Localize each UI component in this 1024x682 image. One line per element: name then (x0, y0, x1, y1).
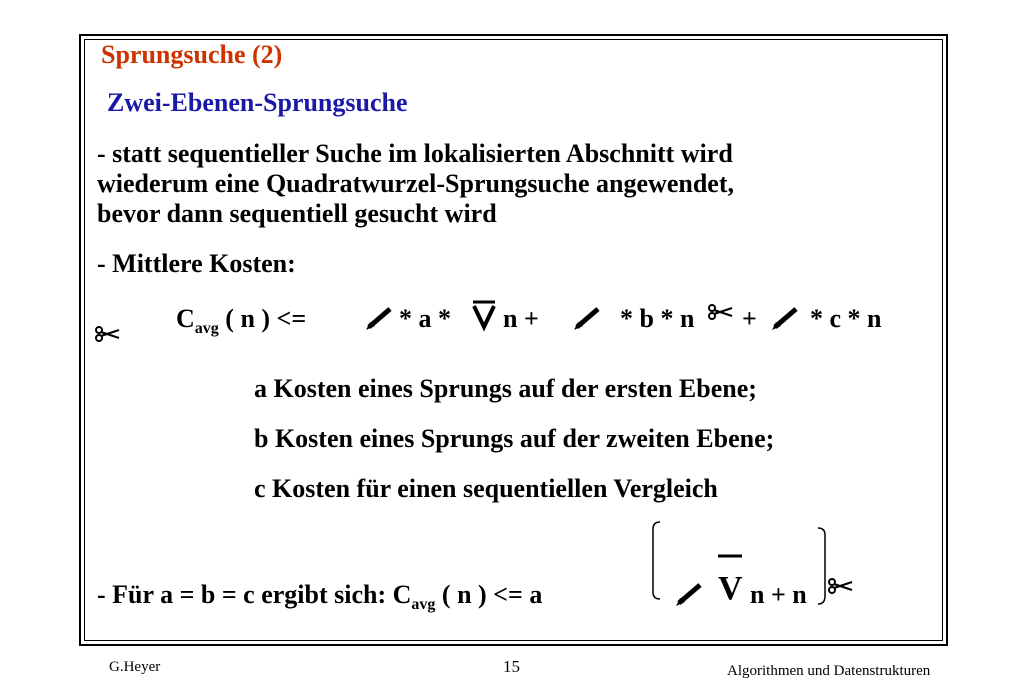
pencil-icon (366, 306, 394, 330)
footer-author: G.Heyer (109, 659, 161, 675)
formula-subscript: avg (194, 320, 219, 337)
costs-heading: - Mittlere Kosten: (97, 249, 296, 278)
slide-subtitle: Zwei-Ebenen-Sprungsuche (107, 88, 408, 117)
formula-plus: + (742, 304, 757, 333)
formula-term-n: n + (503, 304, 539, 333)
paragraph-line: wiederum eine Quadratwurzel-Sprungsuche angewendet, (97, 169, 734, 198)
pencil-icon (772, 306, 800, 330)
formula-c: C (176, 304, 195, 333)
formula-lhs: ( n ) <= (218, 304, 307, 333)
pencil-icon (574, 306, 602, 330)
pencil-icon (676, 582, 704, 606)
definition-c: c Kosten für einen sequentiellen Vergleich (254, 474, 718, 503)
definition-b: b Kosten eines Sprungs auf der zweiten Ebene; (254, 424, 775, 453)
sqrt-icon (471, 300, 497, 330)
formula-result (97, 580, 542, 614)
formula-mean-cost (176, 304, 306, 338)
definition-a: a Kosten eines Sprungs auf der ersten Ebene; (254, 374, 757, 403)
formula-result-subscript: avg (411, 596, 436, 613)
paragraph-line: bevor dann sequentiell gesucht wird (97, 199, 497, 228)
scissors-icon (708, 304, 734, 320)
scissors-icon (95, 326, 121, 342)
formula-term-c: * c * n (810, 304, 882, 333)
formula-result-prefix: - Für a = b = c ergibt sich: C (97, 580, 412, 609)
footer-page-number: 15 (503, 657, 520, 676)
slide-title: Sprungsuche (2) (101, 40, 283, 69)
scissors-icon (828, 578, 854, 594)
paragraph-line: - statt sequentieller Suche im lokalisierten Abschnitt wird (97, 139, 733, 168)
formula-term-a: * a * (399, 304, 451, 333)
formula-result-rest: n + n (750, 580, 807, 609)
intro-paragraph (97, 139, 734, 229)
formula-result-mid: ( n ) <= a (435, 580, 543, 609)
formula-result-sqrt: V (718, 570, 743, 607)
formula-term-b: * b * n (620, 304, 695, 333)
footer-course: Algorithmen und Datenstrukturen (727, 663, 931, 679)
